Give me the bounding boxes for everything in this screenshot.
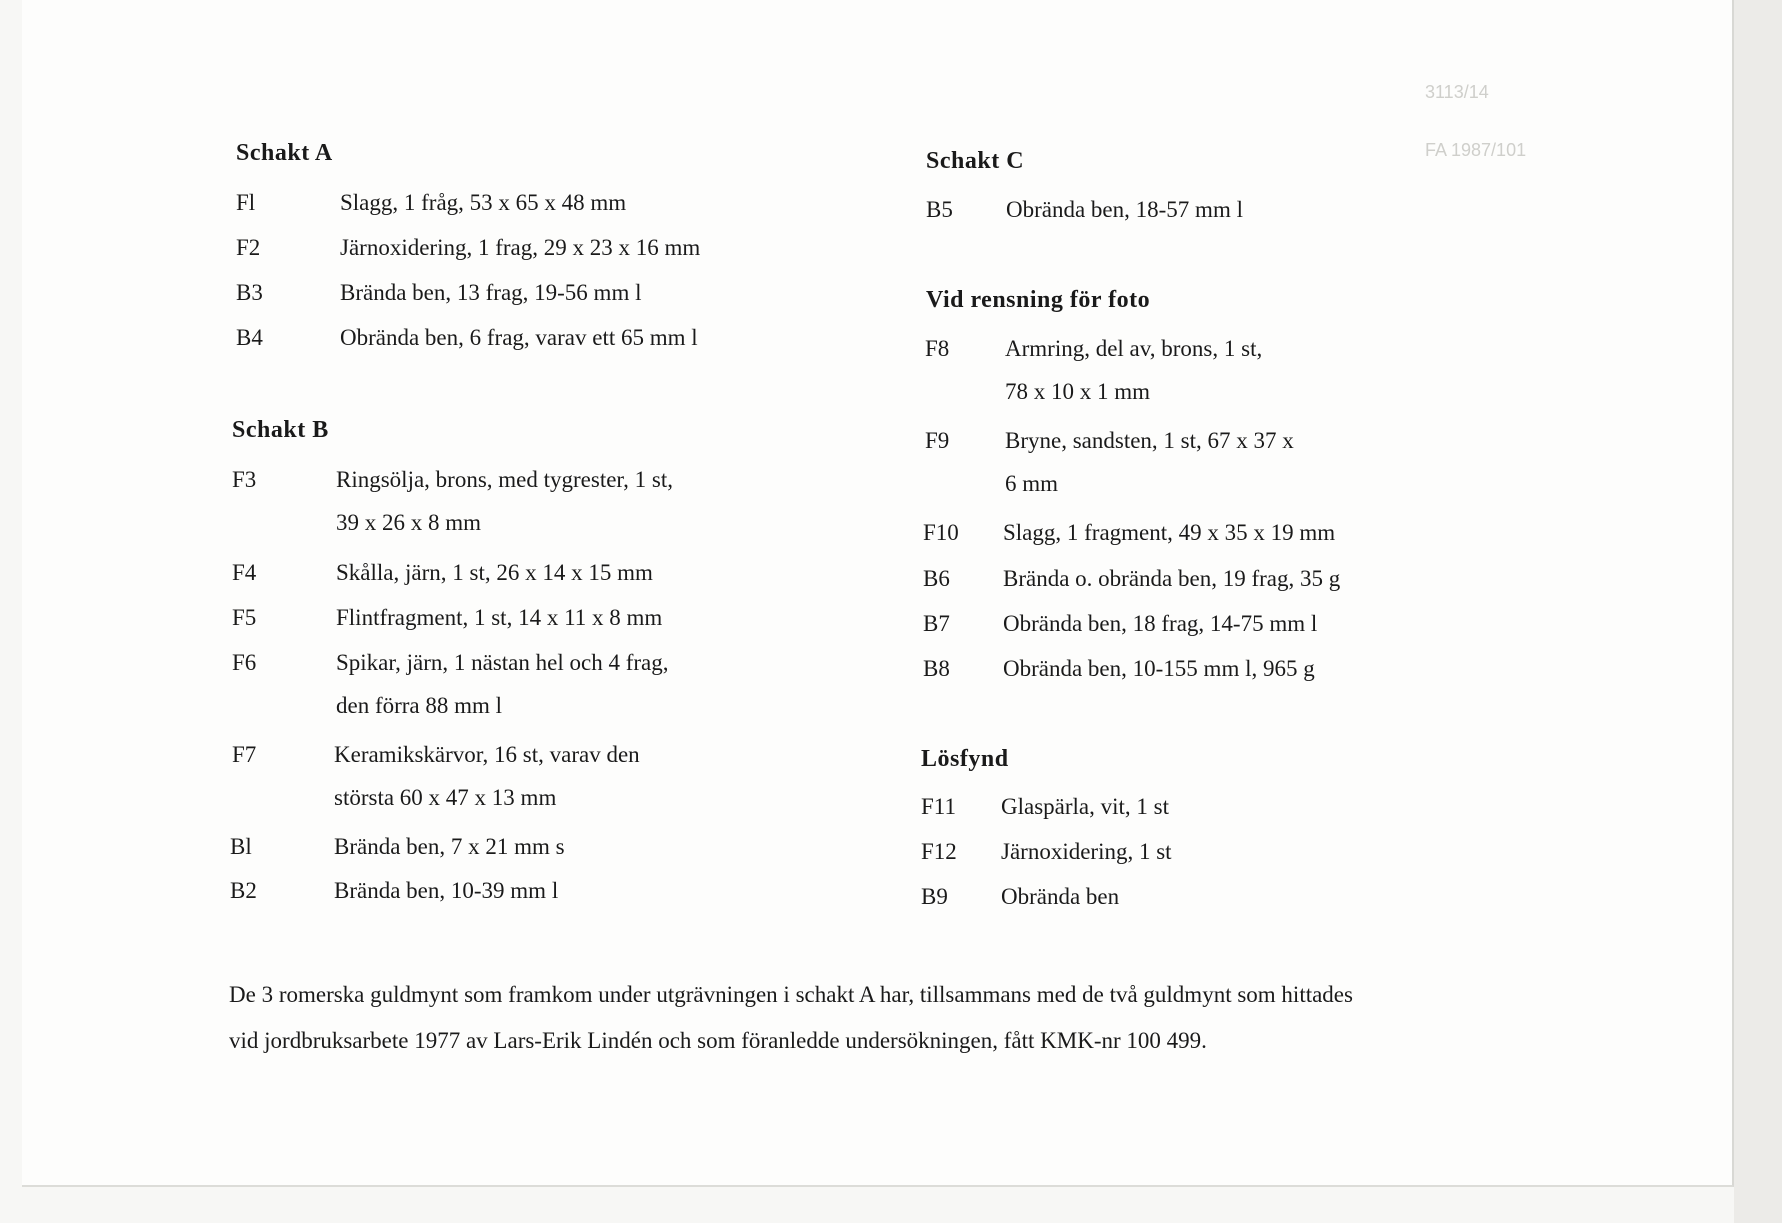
entry-code: B3 — [236, 280, 263, 305]
entry-text-continued: 39 x 26 x 8 mm — [336, 510, 482, 535]
schakt-b-heading: Schakt B — [232, 417, 329, 443]
losfynd-heading: Lösfynd — [921, 746, 1009, 772]
entry-code: Fl — [236, 190, 256, 215]
scan-margin — [1734, 0, 1782, 1223]
entry-text: Obrända ben, 10-155 mm l, 965 g — [1003, 656, 1315, 681]
entry-code: B9 — [921, 884, 948, 909]
show-through-mark-1: 3113/14 — [1425, 82, 1489, 102]
entry-code: F3 — [232, 467, 257, 492]
entry-text-continued: största 60 x 47 x 13 mm — [334, 785, 557, 810]
entry-text-continued: 6 mm — [1005, 471, 1059, 496]
entry-code: F11 — [921, 794, 956, 819]
entry-text-continued: den förra 88 mm l — [336, 693, 503, 718]
entry-code: B4 — [236, 325, 263, 350]
entry-text: Ringsölja, brons, med tygrester, 1 st, — [336, 467, 674, 492]
entry-text: Obrända ben, 18-57 mm l — [1006, 197, 1243, 222]
entry-code: F2 — [236, 235, 261, 260]
entry-text: Slagg, 1 fråg, 53 x 65 x 48 mm — [340, 190, 627, 215]
entry-text: Spikar, järn, 1 nästan hel och 4 frag, — [336, 650, 669, 675]
entry-text: Flintfragment, 1 st, 14 x 11 x 8 mm — [336, 605, 663, 630]
entry-text: Brända ben, 13 frag, 19-56 mm l — [340, 280, 642, 305]
footer-line-1: De 3 romerska guldmynt som framkom under utgrävningen i schakt A har, tillsammans med de två guldmynt som hittades — [229, 982, 1353, 1007]
footer-line-2: vid jordbruksarbete 1977 av Lars-Erik Lindén och som föranledde undersökningen, fått KMK-nr 100 499. — [229, 1028, 1207, 1053]
entry-code: F10 — [923, 520, 959, 545]
entry-code: B2 — [230, 878, 257, 903]
vid-rensning-heading: Vid rensning för foto — [926, 287, 1151, 313]
schakt-c-heading: Schakt C — [926, 148, 1025, 174]
entry-text: Brända ben, 7 x 21 mm s — [334, 834, 565, 859]
entry-code: B5 — [926, 197, 953, 222]
entry-code: B7 — [923, 611, 950, 636]
entry-code: F5 — [232, 605, 257, 630]
entry-text: Bryne, sandsten, 1 st, 67 x 37 x — [1005, 428, 1294, 453]
entry-text: Obrända ben, 6 frag, varav ett 65 mm l — [340, 325, 698, 350]
schakt-a-heading: Schakt A — [236, 140, 333, 166]
entry-text-continued: 78 x 10 x 1 mm — [1005, 379, 1151, 404]
entry-code: F7 — [232, 742, 257, 767]
entry-text: Järnoxidering, 1 st — [1001, 839, 1172, 864]
entry-code: F9 — [925, 428, 950, 453]
entry-text: Slagg, 1 fragment, 49 x 35 x 19 mm — [1003, 520, 1336, 545]
entry-text: Obrända ben, 18 frag, 14-75 mm l — [1003, 611, 1318, 636]
show-through-mark-2: FA 1987/101 — [1425, 140, 1527, 160]
entry-text: Brända o. obrända ben, 19 frag, 35 g — [1003, 566, 1341, 591]
entry-code: F4 — [232, 560, 257, 585]
entry-code: F12 — [921, 839, 957, 864]
entry-text: Armring, del av, brons, 1 st, — [1005, 336, 1263, 361]
entry-text: Brända ben, 10-39 mm l — [334, 878, 559, 903]
entry-text: Skålla, järn, 1 st, 26 x 14 x 15 mm — [336, 560, 653, 585]
entry-code: F8 — [925, 336, 950, 361]
footer-note — [229, 972, 1569, 1064]
entry-text: Obrända ben — [1001, 884, 1120, 909]
entry-code: Bl — [230, 834, 252, 859]
entry-code: B8 — [923, 656, 950, 681]
entry-text: Glaspärla, vit, 1 st — [1001, 794, 1169, 819]
entry-text: Keramikskärvor, 16 st, varav den — [334, 742, 640, 767]
entry-code: F6 — [232, 650, 257, 675]
entry-text: Järnoxidering, 1 frag, 29 x 23 x 16 mm — [340, 235, 701, 260]
entry-code: B6 — [923, 566, 950, 591]
